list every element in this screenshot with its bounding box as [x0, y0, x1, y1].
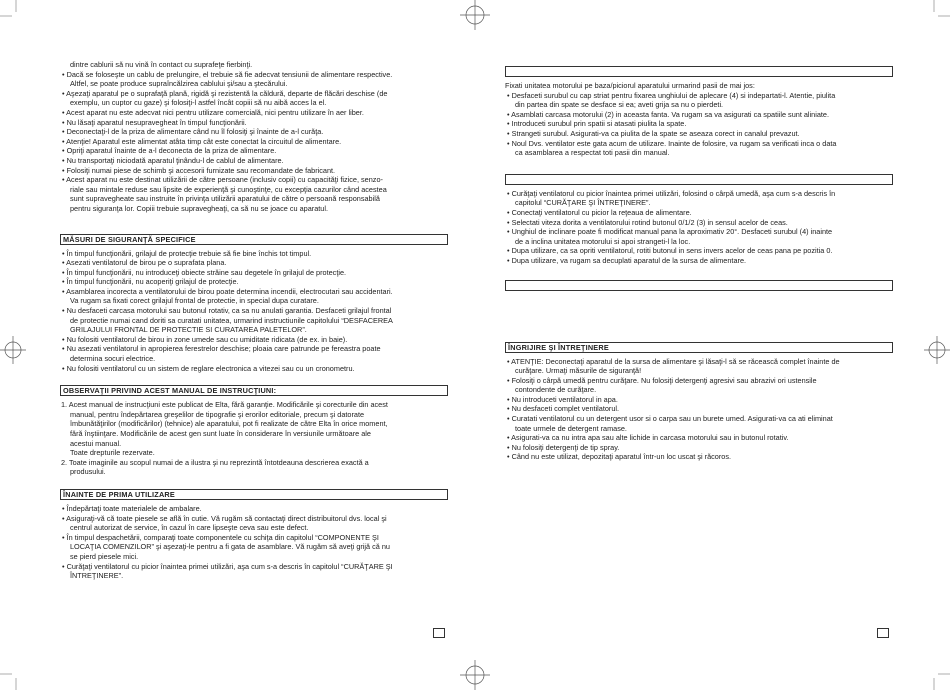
- text-line: Fixati unitatea motorului pe baza/piciorul aparatului urmarind pasii de mai jos:: [505, 81, 755, 90]
- text-line: • Atenţie! Aparatul este alimentat atâta timp cât este conectat la circuitul de alimentare.: [62, 136, 342, 146]
- text-line: • Deconectaţi-l de la priza de alimentare când nu îl folosiţi şi înainte de a-l curăţa.: [62, 127, 324, 137]
- text-line: • Curăţaţi ventilatorul cu picior înaintea primei utilizări, folosind o cârpă umedă, aşa cum s-a descris în: [507, 188, 836, 198]
- text-line: contondente de curăţare.: [515, 385, 597, 395]
- text-line: de protectie numai cand doriti sa curatati unitatea, urmarind instructiunile capitolului “DESFACEREA: [70, 315, 393, 325]
- text-line: • În timpul funcţionării, nu introduceţi obiecte străine sau degetele în grilajul de protecţie.: [62, 267, 347, 277]
- text-line: din partea din spate se desface si ea; aveti grija sa nu o pierdeti.: [515, 100, 724, 110]
- text-line: • Noul Dvs. ventilator este gata acum de utilizare. Inainte de folosire, va rugam sa verificati inca o data: [507, 138, 837, 148]
- text-line: pentru siguranţa lor. Copiii trebuie supravegheaţi, ca să nu se joace cu aparatul.: [70, 203, 328, 213]
- text-line: • Asigurati-va ca nu intra apa sau alte lichide in carcasa motorului sau in butonul rotativ.: [507, 433, 789, 443]
- text-line: • Desfaceti surubul cu cap striat pentru fixarea unghiului de aplecare (4) si indepartati-l. Atentie, piulita: [507, 90, 836, 100]
- text-line: • Folosiţi numai piese de schimb şi accesorii furnizate sau recomandate de fabricant.: [62, 165, 336, 175]
- text-line: capitolul “CURĂŢARE ŞI ÎNTREŢINERE”.: [515, 198, 651, 208]
- text-line: riale sau mintale reduse sau lipsite de experienţă şi cunoştinţe, cu excepţia cazurilor când acestea: [70, 184, 387, 194]
- text-line: • În timpul funcţionării, nu acoperiţi grilajul de protecţie.: [62, 277, 239, 287]
- operation-list: [505, 189, 893, 266]
- section-title-before-first-use: ÎNAINTE DE PRIMA UTILIZARE: [60, 489, 448, 500]
- before-first-use-list: [60, 504, 448, 581]
- page-number-box-right: [877, 628, 889, 638]
- intro-list: [60, 60, 448, 214]
- text-line: • Acest aparat nu este adecvat nici pentru utilizare comercială, nici pentru utilizare în aer liber.: [62, 107, 364, 117]
- text-line: centrul autorizat de service, în cazul în care lipseşte ceva sau este defect.: [70, 523, 309, 533]
- text-line: • Asamblati carcasa motorului (2) in aceasta fanta. Va rugam sa va asigurati ca spatiile sunt aliniate.: [507, 109, 830, 119]
- text-line: de a inclina unitatea motorului si apoi strangeti-l la loc.: [515, 236, 691, 246]
- text-line: • Selectati viteza dorita a ventilatorului rotind butonul 0/1/2 (3) in sensul acelor de ceas.: [507, 217, 788, 227]
- text-line: • În timpul despachetării, comparaţi toate componentele cu schiţa din capitolul “COMPONENTE ŞI: [62, 532, 379, 542]
- text-line: • Nu transportaţi niciodată aparatul ţinându-l de cablul de alimentare.: [62, 155, 284, 165]
- page-number-box-left: [433, 628, 445, 638]
- text-line: GRILAJULUI FRONTAL DE PROTECTIE SI CURATAREA PALETELOR”.: [70, 325, 307, 335]
- section-title-empty: [505, 280, 893, 291]
- care-maintenance-list: [505, 357, 893, 463]
- text-line: • Dupa utilizare, va rugam sa decuplati aparatul de la sursa de alimentare.: [507, 255, 747, 265]
- text-line: • Dacă se foloseşte un cablu de prelungire, el trebuie să fie adecvat tensiunii de alimentare respective.: [62, 69, 393, 79]
- text-line: curăţare. Urmaţi măsurile de siguranţă!: [515, 366, 642, 376]
- text-line: • Nu folositi ventilatorul cu un sistem de reglare electronica a vitezei sau cu un cronometru.: [62, 363, 355, 373]
- section-title-operation: [505, 174, 893, 185]
- text-line: acestui manual.: [70, 438, 122, 448]
- assembly-list: [505, 81, 893, 158]
- text-line: ÎNTREŢINERE”.: [70, 571, 124, 581]
- text-line: 2. Toate imaginile au scopul numai de a ilustra şi nu reprezintă întotdeauna descrierea exactă a: [61, 457, 369, 467]
- text-line: • Nu desfaceti carcasa motorului sau butonul rotativ, ca sa nu anulati garantia. Desfaceti grilajul frontal: [62, 306, 392, 316]
- text-line: Va rugam sa fixati corect grilajul frontal de protectie, in special dupa curatare.: [70, 296, 319, 306]
- text-line: • Curăţaţi ventilatorul cu picior înaintea primei utilizări, aşa cum s-a descris în capitolul “CURĂŢARE ŞI: [62, 561, 393, 571]
- section-title-care-maintenance: ÎNGRIJIRE ŞI ÎNTREŢINERE: [505, 342, 893, 353]
- text-line: toate urmele de detergent ramase.: [515, 423, 627, 433]
- text-line: • Asiguraţi-vă că toate piesele se află în cutie. Vă rugăm să contactaţi direct distribuitorul dvs. local şi: [62, 513, 387, 523]
- text-line: manual, pentru îndepărtarea greşelilor de tipografie şi erorilor editoriale, precum şi datorate: [70, 409, 365, 419]
- text-line: LOCAŢIA COMENZILOR” şi aşezaţi-le pentru a fi gata de asamblare. Vă rugăm să aveţi grijă că nu: [70, 542, 390, 552]
- text-line: • Nu lăsaţi aparatul nesupravegheat în timpul funcţionării.: [62, 117, 247, 127]
- text-line: • Îndepărtaţi toate materialele de ambalare.: [62, 503, 202, 513]
- text-line: dintre cablurii să nu vină în contact cu suprafeţe fierbinţi.: [70, 60, 253, 69]
- text-line: • Acest aparat nu este destinat utilizării de către persoane (inclusiv copii) cu capacităţi fizice, senzo-: [62, 175, 383, 185]
- text-line: • Strangeti surubul. Asigurati-va ca piulita de la spate se aseaza corect in canalul prevazut.: [507, 128, 800, 138]
- text-line: • Nu introduceti ventilatorul in apa.: [507, 394, 618, 404]
- text-line: sunt supravegheate sau instruite în privinţa utilizării aparatului de către o persoană responsabilă: [70, 194, 380, 204]
- text-line: produsului.: [70, 467, 106, 477]
- manual-notes-list: [60, 400, 448, 477]
- text-line: • ATENŢIE: Deconectaţi aparatul de la sursa de alimentare şi lăsaţi-l să se răcească complet înainte de: [507, 356, 840, 366]
- text-line: • Nu folosiţi detergenţi de tip spray.: [507, 442, 620, 452]
- text-line: • Dupa utilizare, ca sa opriti ventilatorul, rotiti butonul in sens invers acelor de ceas pana pe pozitia 0.: [507, 246, 833, 256]
- text-line: • În timpul funcţionării, grilajul de protecţie trebuie să fie bine închis tot timpul.: [62, 248, 312, 258]
- text-line: • Folosiţi o cârpă umedă pentru curăţare. Nu folosiţi detergenţi agresivi sau abrazivi ori ustensile: [507, 375, 817, 385]
- right-page: [505, 66, 893, 462]
- text-line: se pierd piesele mici.: [70, 551, 139, 561]
- text-line: exemplu, un cuptor cu gaze) şi folosiţi-l astfel încât copiii să nu aibă acces la el.: [70, 98, 327, 108]
- section-title-manual-notes: OBSERVAŢII PRIVIND ACEST MANUAL DE INSTRUCŢIUNI:: [60, 385, 448, 396]
- text-line: Altfel, se poate produce supraîncălzirea cablului şi/sau a ştecărului.: [70, 79, 288, 89]
- text-line: • Nu folositi ventilatorul de birou in zone umede sau cu umiditate ridicata (de ex. in baie).: [62, 334, 348, 344]
- text-line: • Introduceti surubul prin spatii si atasati piulita la spate.: [507, 119, 687, 129]
- text-line: • Opriţi aparatul înainte de a-l deconecta de la priza de alimentare.: [62, 146, 277, 156]
- text-line: • Când nu este utilizat, depozitaţi aparatul într-un loc uscat şi răcoros.: [507, 452, 732, 462]
- text-line: • Nu asezati ventilatorul in apropierea ferestrelor deschise; ploaia care patrunde pe fereastra poate: [62, 344, 381, 354]
- text-line: • Unghiul de inclinare poate fi modificat manual pana la aproximativ 20°. Desfaceti surubul (4) inainte: [507, 227, 833, 237]
- section-title-assembly: [505, 66, 893, 77]
- text-line: ca asamblarea a respectat toti pasii din manual.: [515, 148, 670, 158]
- text-line: • Aşezaţi aparatul pe o suprafaţă plană, rigidă şi rezistentă la căldură, departe de flăcări deschise (de: [62, 88, 388, 98]
- text-line: îmbunătăţirilor (modificărilor) (tehnice) ale aparatului, pot fi realizate de către Elta în orice moment,: [70, 419, 388, 429]
- section-title-specific-safety: MĂSURI DE SIGURANŢĂ SPECIFICE: [60, 234, 448, 245]
- text-line: Toate drepturile rezervate.: [70, 448, 155, 458]
- text-line: • Curatati ventilatorul cu un detergent usor si o carpa sau un burete umed. Asigurati-va ca ati eliminat: [507, 414, 833, 424]
- text-line: determina socuri electrice.: [70, 354, 156, 364]
- text-line: 1. Acest manual de instrucţiuni este publicat de Elta, fără garanţie. Modificările şi corecturile din acest: [61, 400, 388, 410]
- text-line: • Asamblarea incorecta a ventilatorului de birou poate determina incendii, electrocutari sau accidentari.: [62, 286, 393, 296]
- specific-safety-list: [60, 249, 448, 374]
- text-line: fără înştiinţare. Modificările de acest gen sunt luate în considerare în versiunile următoare ale: [70, 429, 371, 438]
- left-page: [60, 60, 448, 581]
- text-line: • Asezati ventilatorul de birou pe o suprafata plana.: [62, 258, 227, 268]
- text-line: • Nu desfaceti complet ventilatorul.: [507, 404, 620, 414]
- text-line: • Conectaţi ventilatorul cu picior la reţeaua de alimentare.: [507, 207, 692, 217]
